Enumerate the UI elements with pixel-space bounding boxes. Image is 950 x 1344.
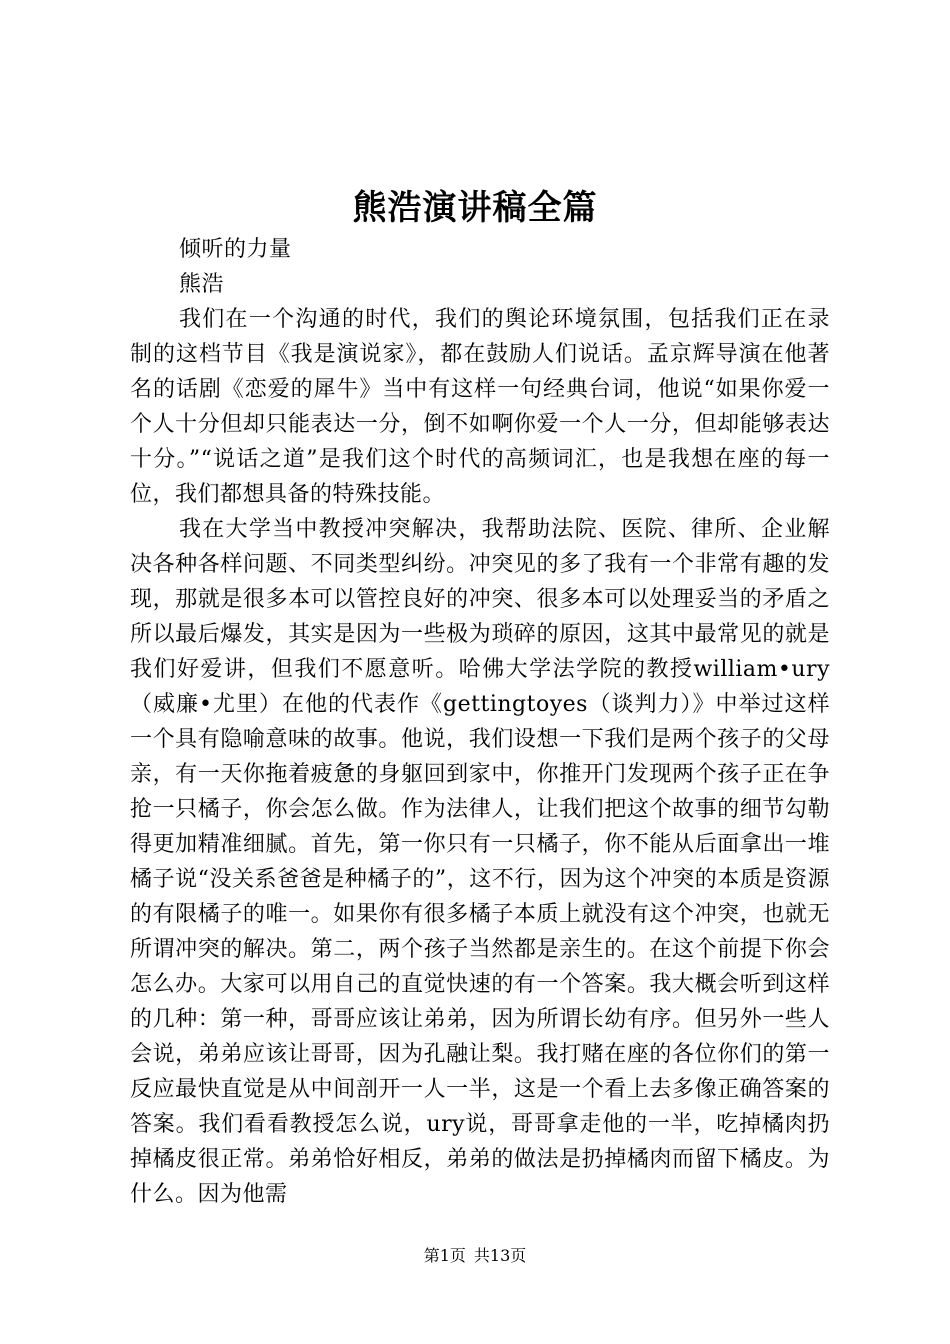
paragraph: 我们在一个沟通的时代，我们的舆论环境氛围，包括我们正在录制的这档节目《我是演说家》，都在鼓励人们说话。孟京辉导演在他著名的话剧《恋爱的犀牛》当中有这样一句经典台词，他说“如果你爱一个人十分但却只能表达一分，倒不如啊你爱一个人一分，但却能够表达十分。”“说话之道”是我们这个时代的高频词汇，也是我想在座的每一位，我们都想具备的特殊技能。 — [130, 307, 830, 507]
paragraph: 我在大学当中教授冲突解决，我帮助法院、医院、律所、企业解决各种各样问题、不同类型纠纷。冲突见的多了我有一个非常有趣的发现，那就是很多本可以管控良好的冲突、很多本可以处理妥当的矛盾之所以最后爆发，其实是因为一些极为琐碎的原因，这其中最常见的就是我们好爱讲，但我们不愿意听。哈佛大学法学院的教授william•ury（威廉•尤里）在他的代表作《gettingtoyes（谈判力）》中举过这样一个具有隐喻意味的故事。他说，我们设想一下我们是两个孩子的父母亲，有一天你拖着疲惫的身躯回到家中，你推开门发现两个孩子正在争抢一只橘子，你会怎么做。作为法律人，让我们把这个故事的细节勾勒得更加精准细腻。首先，第一你只有一只橘子，你不能从后面拿出一堆橘子说“没关系爸爸是种橘子的”，这不行，因为这个冲突的本质是资源的有限橘子的唯一。如果你有很多橘子本质上就没有这个冲突，也就无所谓冲突的解决。第二，两个孩子当然都是亲生的。在这个前提下你会怎么办。大家可以用自己的直觉快速的有一个答案。我大概会听到这样的几种：第一种，哥哥应该让弟弟，因为所谓长幼有序。但另外一些人会说，弟弟应该让哥哥，因为孔融让梨。我打赌在座的各位你们的第一反应最快直觉是从中间剖开一人一半，这是一个看上去多像正确答案的答案。我们看看教授怎么说，ury说，哥哥拿走他的一半，吃掉橘肉扔掉橘皮很正常。弟弟恰好相反，弟弟的做法是扔掉橘肉而留下橘皮。为什么。因为他需 — [130, 517, 830, 1207]
page-number-total: 共13页 — [473, 1246, 527, 1265]
document-title: 熊浩演讲稿全篇 — [352, 188, 598, 228]
page-footer — [0, 1244, 950, 1268]
speech-author: 熊浩 — [179, 272, 225, 297]
page-number-current: 第1页 — [423, 1246, 466, 1265]
speech-subtitle: 倾听的力量 — [179, 237, 292, 262]
document-body — [130, 232, 830, 1212]
